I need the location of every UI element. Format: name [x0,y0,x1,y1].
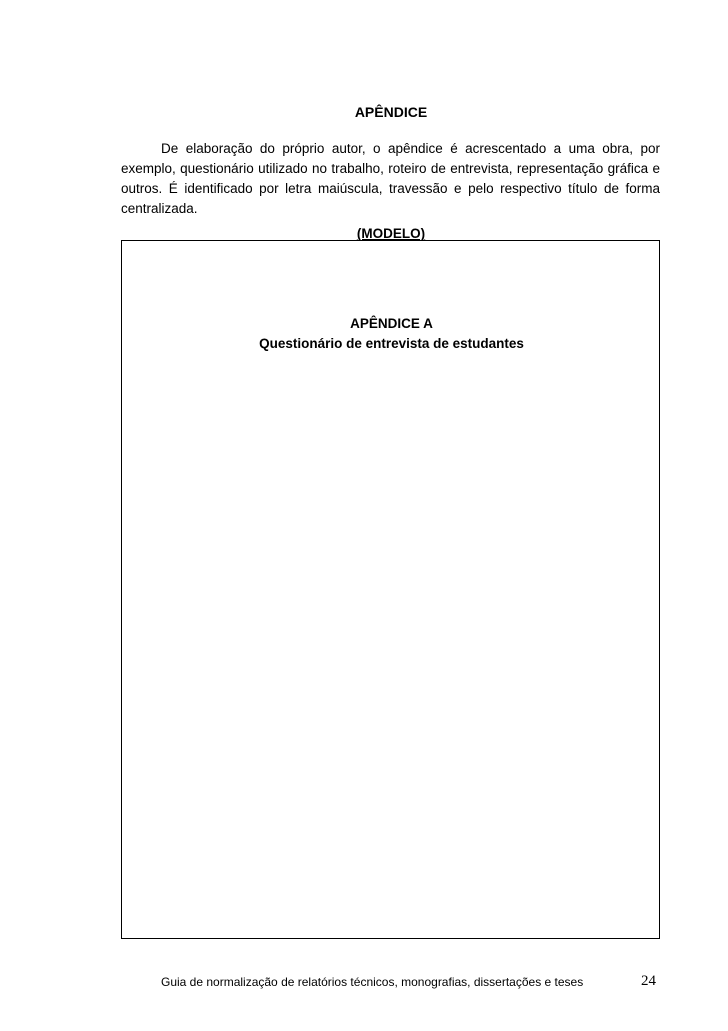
page-number: 24 [641,973,656,989]
intro-paragraph: De elaboração do próprio autor, o apêndice é acrescentado a uma obra, por exemplo, questionário utilizado no trabalho, roteiro de entrevista, representação gráfica e outros. É identificado por letra maiúscula, travessão e pelo respectivo título de forma centralizada. [121,141,660,216]
appendix-heading [122,314,661,354]
model-box [121,240,660,939]
appendix-title: Questionário de entrevista de estudantes [259,336,524,351]
page-title: APÊNDICE [354,104,428,120]
model-label: (MODELO) [356,226,426,241]
appendix-label: APÊNDICE A [350,316,433,331]
footer-text: Guia de normalização de relatórios técnicos, monografias, dissertações e teses [161,975,584,989]
